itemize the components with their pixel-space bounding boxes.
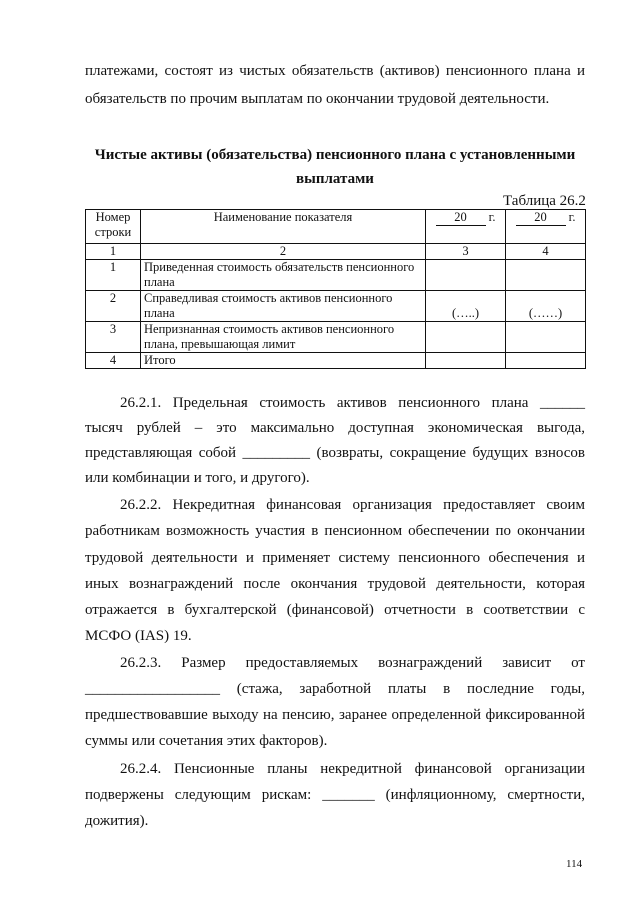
paragraph-2-line-5: отражается в бухгалтерской (финансовой) отчетности в соответствии с (85, 602, 585, 618)
paragraph-3-line-4: суммы или сочетания этих факторов). (85, 733, 328, 749)
column-number-1: 1 (86, 244, 141, 260)
paragraph-1-line-4: или комбинации и того, и другого). (85, 470, 310, 486)
row-name: Справедливая стоимость активов пенсионного плана (141, 291, 426, 322)
header-period-2 (506, 210, 586, 244)
header-row-number: Номер строки (86, 210, 141, 244)
column-number-3: 3 (426, 244, 506, 260)
row-name: Итого (141, 353, 426, 369)
paragraph-4-line-3: дожития). (85, 813, 149, 829)
row-value-1 (426, 260, 506, 291)
period-2-year: 20 (516, 210, 566, 226)
column-number-2: 2 (141, 244, 426, 260)
paragraph-2-line-3: трудовой деятельности и применяет систему пенсионного обеспечения и (85, 550, 585, 566)
header-period-1 (426, 210, 506, 244)
column-number-4: 4 (506, 244, 586, 260)
page-number: 114 (566, 858, 583, 870)
period-1-year: 20 (436, 210, 486, 226)
period-2-suffix: г. (568, 210, 576, 224)
paragraph-2-line-2: работникам возможность участия в пенсионном обеспечении по окончании (85, 523, 585, 539)
table-caption: Таблица 26.2 (503, 193, 586, 209)
table-title-line-2: выплатами (296, 171, 374, 187)
paragraph-1-line-1: 26.2.1. Предельная стоимость активов пенсионного плана ______ (120, 395, 585, 411)
paragraph-1-line-2: тысяч рублей – это максимально доступная экономическая выгода, (85, 420, 585, 436)
paragraph-1-line-3: представляющая собой _________ (возвраты, сокращение будущих взносов (85, 445, 585, 461)
table-row (86, 291, 586, 322)
row-value-2 (506, 322, 586, 353)
row-value-2: (……) (506, 291, 586, 322)
row-number: 2 (86, 291, 141, 322)
row-number: 4 (86, 353, 141, 369)
table-row (86, 353, 586, 369)
paragraph-3-line-2: __________________ (стажа, заработной платы в последние годы, (85, 681, 585, 697)
table-row (86, 322, 586, 353)
row-value-1 (426, 353, 506, 369)
paragraph-2-line-4: иных вознаграждений после окончания трудовой деятельности, которая (85, 576, 585, 592)
row-name: Приведенная стоимость обязательств пенсионного плана (141, 260, 426, 291)
period-1-suffix: г. (488, 210, 496, 224)
paragraph-3-line-1: 26.2.3. Размер предоставляемых вознаграждений зависит от (120, 655, 585, 671)
paragraph-3-line-3: предшествовавшие выходу на пенсию, заранее определенной фиксированной (85, 707, 585, 723)
intro-line-1: платежами, состоят из чистых обязательств (активов) пенсионного плана и (85, 63, 585, 79)
row-number: 3 (86, 322, 141, 353)
table-header-row (86, 210, 586, 244)
intro-line-2: обязательств по прочим выплатам по окончании трудовой деятельности. (85, 91, 550, 107)
paragraph-4-line-1: 26.2.4. Пенсионные планы некредитной финансовой организации (120, 761, 585, 777)
row-value-1 (426, 322, 506, 353)
paragraph-4-line-2: подвержены следующим рискам: _______ (инфляционному, смертности, (85, 787, 585, 803)
data-table (85, 209, 586, 369)
paragraph-2-line-1: 26.2.2. Некредитная финансовая организация предоставляет своим (120, 497, 585, 513)
row-name: Непризнанная стоимость активов пенсионного плана, превышающая лимит (141, 322, 426, 353)
table-row (86, 260, 586, 291)
row-value-1: (…..) (426, 291, 506, 322)
row-value-2 (506, 353, 586, 369)
header-indicator-name: Наименование показателя (141, 210, 426, 244)
row-number: 1 (86, 260, 141, 291)
table-title-line-1: Чистые активы (обязательства) пенсионного плана с установленными (94, 147, 576, 163)
paragraph-2-line-6: МСФО (IAS) 19. (85, 628, 192, 644)
column-number-row (86, 244, 586, 260)
row-value-2 (506, 260, 586, 291)
